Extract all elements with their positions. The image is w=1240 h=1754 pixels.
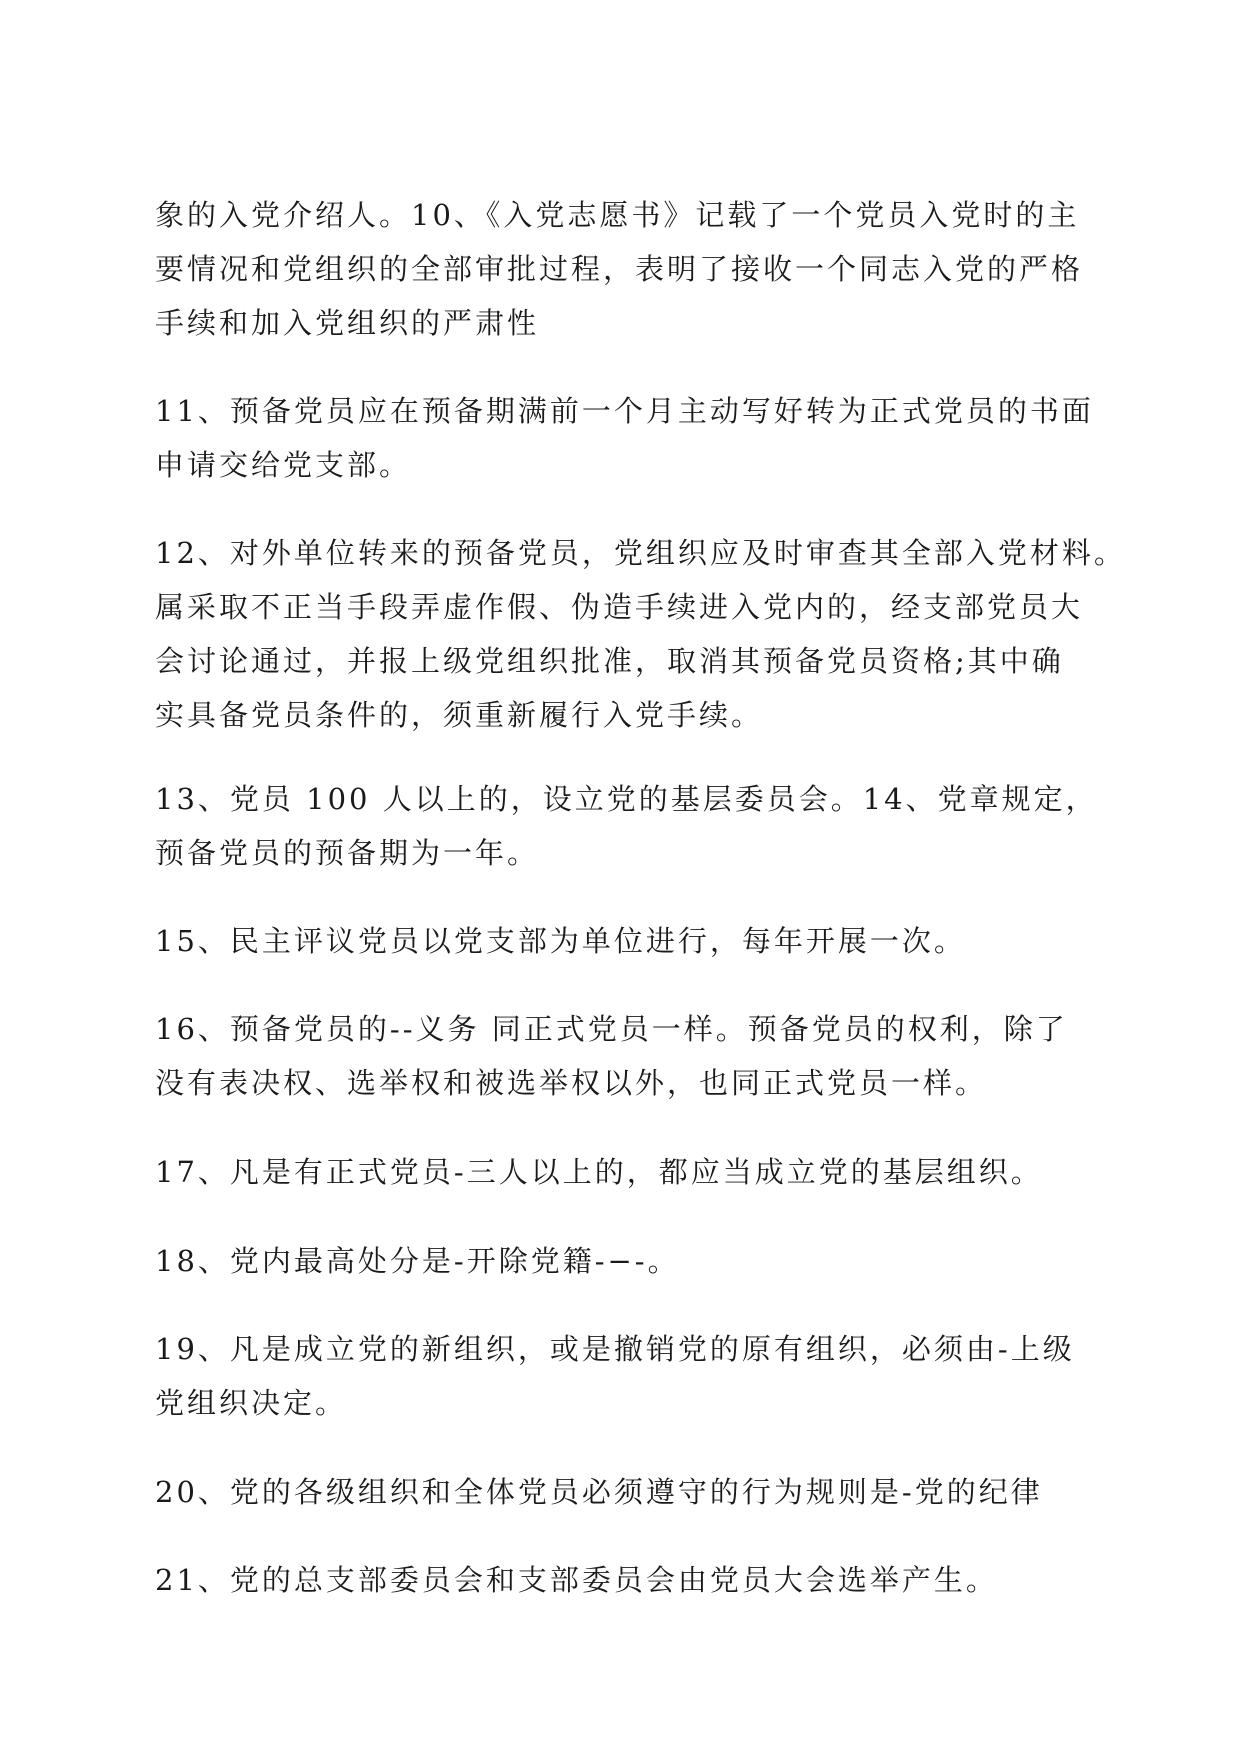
paragraph-item-13 [155, 772, 1098, 880]
text-line: 属采取不正当手段弄虚作假、伪造手续进入党内的，经支部党员大 [155, 590, 1084, 624]
text-line: 19、凡是成立党的新组织，或是撤销党的原有组织，必须由-上级 [155, 1332, 1075, 1366]
paragraph-item-19 [155, 1322, 1095, 1430]
paragraph-item-16 [155, 1002, 1095, 1110]
text-line: 要情况和党组织的全部审批过程，表明了接收一个同志入党的严格 [155, 252, 1084, 286]
text-line: 申请交给党支部。 [155, 448, 412, 482]
paragraph-item-10 [155, 188, 1095, 350]
text-line: 象的入党介绍人。10、《入党志愿书》记载了一个党员入党时的主 [155, 198, 1080, 232]
text-line: 21、党的总支部委员会和支部委员会由党员大会选举产生。 [155, 1563, 998, 1597]
text-line: 会讨论通过，并报上级党组织批准，取消其预备党员资格;其中确 [155, 644, 1064, 678]
text-line: 17、凡是有正式党员-三人以上的，都应当成立党的基层组织。 [155, 1155, 1043, 1189]
text-line: 党组织决定。 [155, 1386, 348, 1420]
paragraph-item-20 [155, 1465, 1095, 1519]
text-line: 18、党内最高处分是-开除党籍-−-。 [155, 1244, 680, 1278]
text-line: 16、预备党员的--义务 同正式党员一样。预备党员的权利，除了 [155, 1012, 1068, 1046]
text-line: 20、党的各级组织和全体党员必须遵守的行为规则是-党的纪律 [155, 1475, 1043, 1509]
paragraph-item-12 [155, 526, 1126, 742]
text-line: 12、对外单位转来的预备党员，党组织应及时审查其全部入党材料。 [155, 536, 1126, 570]
text-line: 15、民主评议党员以党支部为单位进行，每年开展一次。 [155, 924, 966, 958]
paragraph-item-17 [155, 1145, 1095, 1199]
paragraph-item-15 [155, 914, 1095, 968]
paragraph-item-21 [155, 1553, 1095, 1607]
text-line: 13、党员 100 人以上的，设立党的基层委员会。14、党章规定， [155, 782, 1098, 816]
text-line: 手续和加入党组织的严肃性 [155, 306, 540, 340]
text-line: 没有表决权、选举权和被选举权以外，也同正式党员一样。 [155, 1066, 988, 1100]
text-line: 11、预备党员应在预备期满前一个月主动写好转为正式党员的书面 [155, 394, 1094, 428]
paragraph-item-11 [155, 384, 1095, 492]
text-line: 预备党员的预备期为一年。 [155, 836, 540, 870]
paragraph-item-18 [155, 1234, 1095, 1288]
text-line: 实具备党员条件的，须重新履行入党手续。 [155, 698, 764, 732]
